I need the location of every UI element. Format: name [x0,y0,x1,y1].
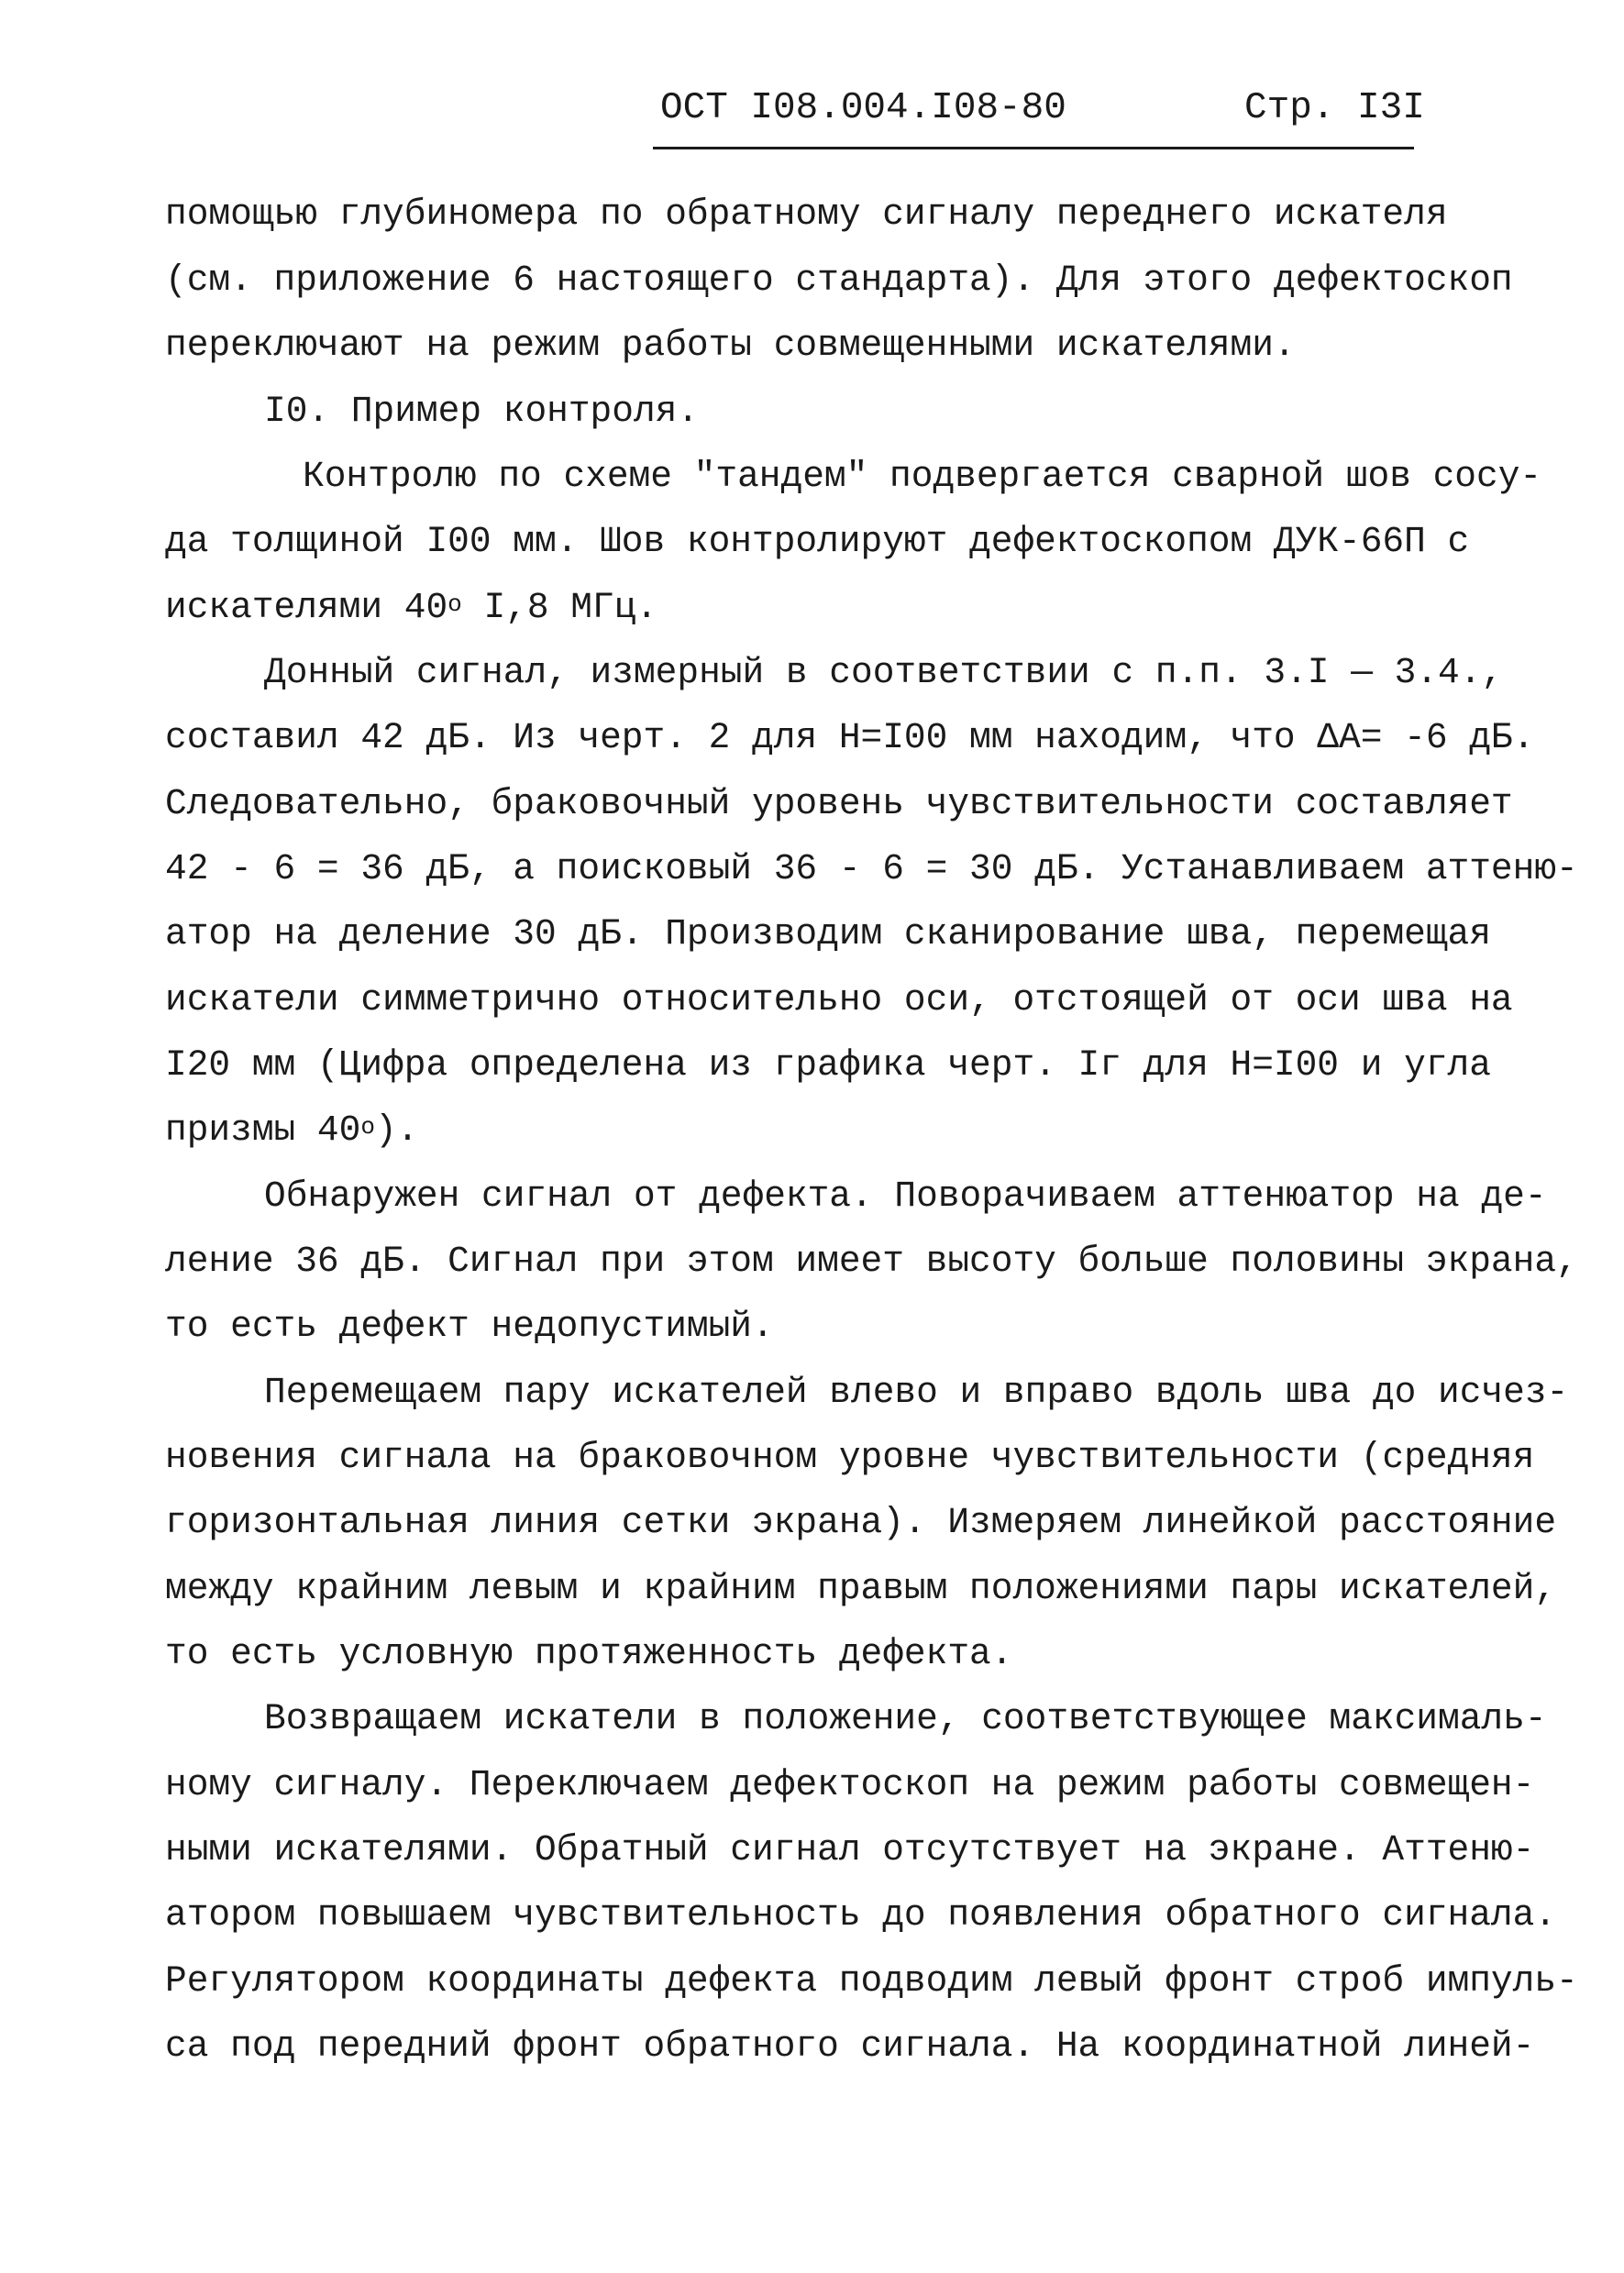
text-line: Возвращаем искатели в положение, соответствующее максималь- [264,1698,1547,1739]
text-line: са под передний фронт обратного сигнала. На координатной линей- [165,2025,1535,2067]
text-line: Обнаружен сигнал от дефекта. Поворачиваем аттенюатор на де- [264,1175,1547,1217]
line-text: призмы 40 [165,1109,361,1151]
text-line: новения сигнала на браковочном уровне чувствительности (средняя [165,1437,1535,1478]
text-line: переключают на режим работы совмещенными искателями. [165,325,1296,366]
text-line: искатели симметрично относительно оси, отстоящей от оси шва на [165,979,1513,1021]
text-line: составил 42 дБ. Из черт. 2 для Н=I00 мм находим, что ΔА= -6 дБ. [165,717,1535,758]
text-line: Регулятором координаты дефекта подводим левый фронт строб импуль- [165,1960,1578,2002]
text-line: I20 мм (Цифра определена из графика черт. Iг для Н=I00 и угла [165,1044,1491,1086]
text-line: 42 - 6 = 36 дБ, а поисковый 36 - 6 = 30 дБ. Устанавливаем аттеню- [165,848,1578,889]
page-number: Стр. I3I [1244,87,1425,129]
text-line: между крайним левым и крайним правым положениями пары искателей, [165,1568,1557,1609]
text-line: ному сигналу. Переключаем дефектоскоп на режим работы совмещен- [165,1764,1535,1805]
text-line [165,586,657,630]
line-text: искателями 40 [165,587,448,628]
text-line: атор на деление 30 дБ. Производим сканирование шва, перемещая [165,913,1491,954]
text-line: атором повышаем чувствительность до появления обратного сигнала. [165,1894,1557,1936]
text-line: Следовательно, браковочный уровень чувствительности составляет [165,783,1513,824]
text-line: Контролю по схеме "тандем" подвергается сварной шов сосу- [303,456,1542,497]
text-line: (см. приложение 6 настоящего стандарта). Для этого дефектоскоп [165,259,1513,301]
text-line: ление 36 дБ. Сигнал при этом имеет высоту больше половины экрана, [165,1241,1578,1282]
section-heading: I0. Пример контроля. [264,391,700,432]
text-line: Донный сигнал, измерный в соответствии с п.п. 3.I — 3.4., [264,652,1504,693]
text-line: горизонтальная линия сетки экрана). Измеряем линейкой расстояние [165,1502,1557,1543]
text-line: то есть условную протяженность дефекта. [165,1633,1013,1674]
text-line: да толщиной I00 мм. Шов контролируют дефектоскопом ДУК-66П с [165,521,1470,562]
text-line: то есть дефект недопустимый. [165,1306,774,1347]
text-line: ными искателями. Обратный сигнал отсутствует на экране. Аттеню- [165,1829,1535,1870]
document-code: ОСТ I08.004.I08-80 [660,87,1066,129]
text-line: помощью глубиномера по обратному сигналу переднего искателя [165,193,1448,235]
text-line: Перемещаем пару искателей влево и вправо вдоль шва до исчез- [264,1372,1569,1413]
degree-superscript: o [360,1113,375,1141]
degree-superscript: o [447,590,462,618]
line-text-after: I,8 МГц. [461,587,658,628]
line-text-after: ). [374,1109,419,1151]
text-line [165,1109,418,1153]
